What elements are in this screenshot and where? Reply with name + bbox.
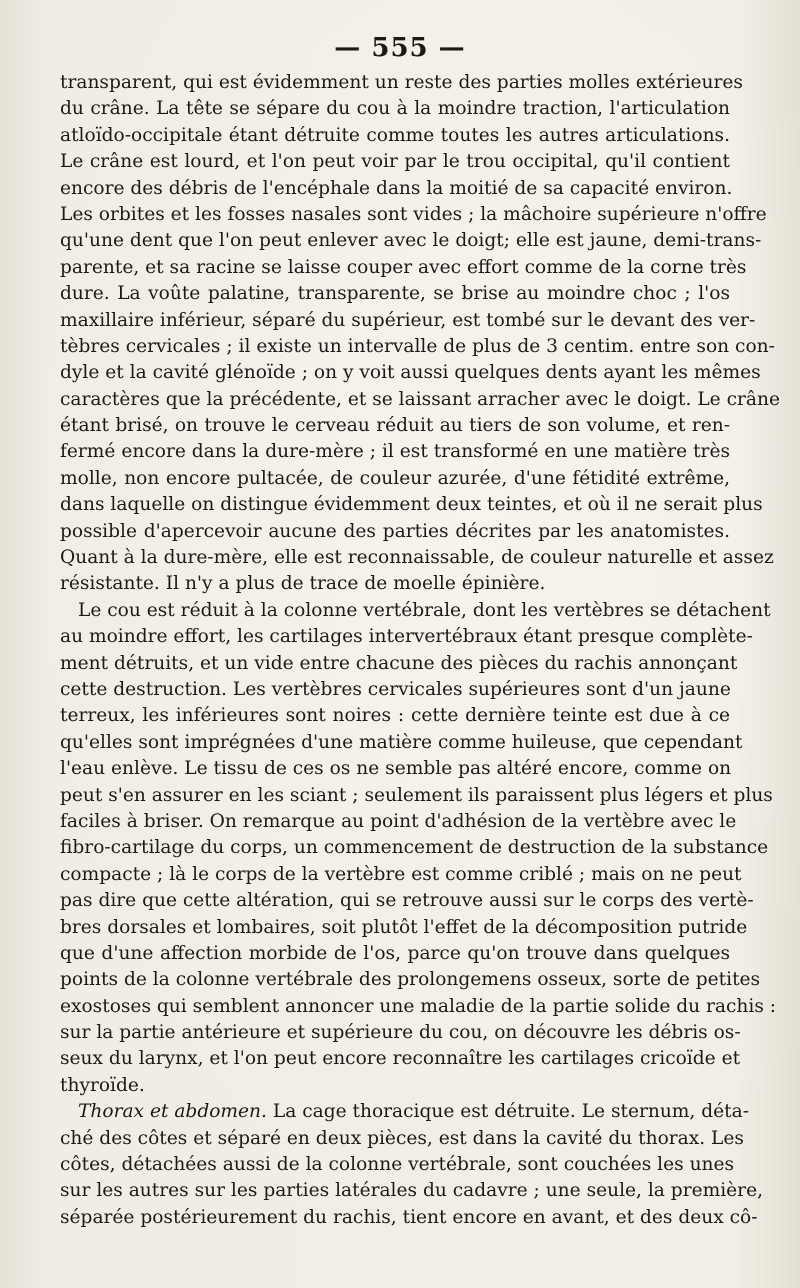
text-line: compacte ; là le corps de la vertèbre est comme criblé ; mais on ne peut <box>60 863 742 885</box>
text-line: exostoses qui semblent annoncer une maladie de la partie solide du rachis : <box>60 995 777 1017</box>
paragraph-end-line: thyroïde. <box>60 1074 145 1096</box>
text-line: caractères que la précédente, et se laissant arracher avec le doigt. Le crâne <box>60 388 780 410</box>
text-line: du crâne. La tête se sépare du cou à la moindre traction, l'articulation <box>60 98 730 120</box>
text-line: ché des côtes et séparé en deux pièces, est dans la cavité du thorax. Les <box>60 1127 744 1149</box>
text-line: qu'elles sont imprégnées d'une matière comme huileuse, que cependant <box>60 731 743 753</box>
text-line: fibro-cartilage du corps, un commencement de destruction de la substance <box>60 837 769 859</box>
text-line: points de la colonne vertébrale des prolongemens osseux, sorte de petites <box>60 969 761 991</box>
text-line: dans laquelle on distingue évidemment deux teintes, et où il ne serait plus <box>60 494 763 516</box>
text-line: tèbres cervicales ; il existe un intervalle de plus de 3 centim. entre son con- <box>60 335 775 357</box>
text-line: maxillaire inférieur, séparé du supérieur, est tombé sur le devant des ver- <box>60 309 756 331</box>
text-line: fermé encore dans la dure-mère ; il est transformé en une matière très <box>60 441 730 463</box>
text-line: encore des débris de l'encéphale dans la moitié de sa capacité environ. <box>60 177 733 199</box>
text-line: seux du larynx, et l'on peut encore reconnaître les cartilages cricoïde et <box>60 1048 741 1070</box>
text-line: Le crâne est lourd, et l'on peut voir par le trou occipital, qu'il contient <box>60 151 730 173</box>
paragraph-start-line: Le cou est réduit à la colonne vertébrale, dont les vertèbres se détachent <box>78 599 771 621</box>
text-line: terreux, les inférieures sont noires : cette dernière teinte est due à ce <box>60 705 730 727</box>
text-line: qu'une dent que l'on peut enlever avec le doigt; elle est jaune, demi-trans- <box>60 230 762 252</box>
text-line: peut s'en assurer en les sciant ; seulement ils paraissent plus légers et plus <box>60 784 773 806</box>
section-heading-rest: La cage thoracique est détruite. Le sternum, déta- <box>266 1101 750 1123</box>
section-heading: Thorax et abdomen. <box>78 1101 267 1123</box>
text-line: sur les autres sur les parties latérales du cadavre ; une seule, la première, <box>60 1180 763 1202</box>
text-line: étant brisé, on trouve le cerveau réduit au tiers de son volume, et ren- <box>60 415 730 437</box>
text-line: transparent, qui est évidemment un reste des parties molles extérieures <box>60 72 743 93</box>
text-line: au moindre effort, les cartilages intervertébraux étant presque complète- <box>60 626 753 648</box>
text-line: que d'une affection morbide de l'os, parce qu'on trouve dans quelques <box>60 942 730 964</box>
text-line: pas dire que cette altération, qui se retrouve aussi sur le corps des vertè- <box>60 890 754 912</box>
body-text <box>60 70 780 1231</box>
text-line: l'eau enlève. Le tissu de ces os ne semble pas altéré encore, comme on <box>60 758 732 780</box>
text-line: parente, et sa racine se laisse couper avec effort comme de la corne très <box>60 256 747 278</box>
text-line: bres dorsales et lombaires, soit plutôt l'effet de la décomposition putride <box>60 916 748 938</box>
section-heading-line <box>60 1099 750 1125</box>
paragraph-end-line: résistante. Il n'y a plus de trace de moelle épinière. <box>60 573 546 595</box>
text-line: Les orbites et les fosses nasales sont vides ; la mâchoire supérieure n'offre <box>60 203 767 225</box>
text-line: cette destruction. Les vertèbres cervicales supérieures sont d'un jaune <box>60 678 731 700</box>
text-line: dyle et la cavité glénoïde ; on y voit aussi quelques dents ayant les mêmes <box>60 362 761 384</box>
text-line: sur la partie antérieure et supérieure du cou, on découvre les débris os- <box>60 1022 741 1044</box>
text-line: atloïdo-occipitale étant détruite comme toutes les autres articulations. <box>60 124 730 146</box>
text-line: côtes, détachées aussi de la colonne vertébrale, sont couchées les unes <box>60 1154 735 1176</box>
text-line: faciles à briser. On remarque au point d'adhésion de la vertèbre avec le <box>60 810 737 832</box>
text-line: dure. La voûte palatine, transparente, se brise au moindre choc ; l'os <box>60 283 730 305</box>
text-line: molle, non encore pultacée, de couleur azurée, d'une fétidité extrême, <box>60 467 730 489</box>
text-line: ment détruits, et un vide entre chacune des pièces du rachis annonçant <box>60 652 738 674</box>
page-number: — 555 — <box>334 33 466 63</box>
text-line: séparée postérieurement du rachis, tient encore en avant, et des deux cô- <box>60 1206 758 1228</box>
text-line: Quant à la dure-mère, elle est reconnaissable, de couleur naturelle et assez <box>60 547 774 569</box>
text-line: possible d'apercevoir aucune des parties décrites par les anatomistes. <box>60 520 730 542</box>
